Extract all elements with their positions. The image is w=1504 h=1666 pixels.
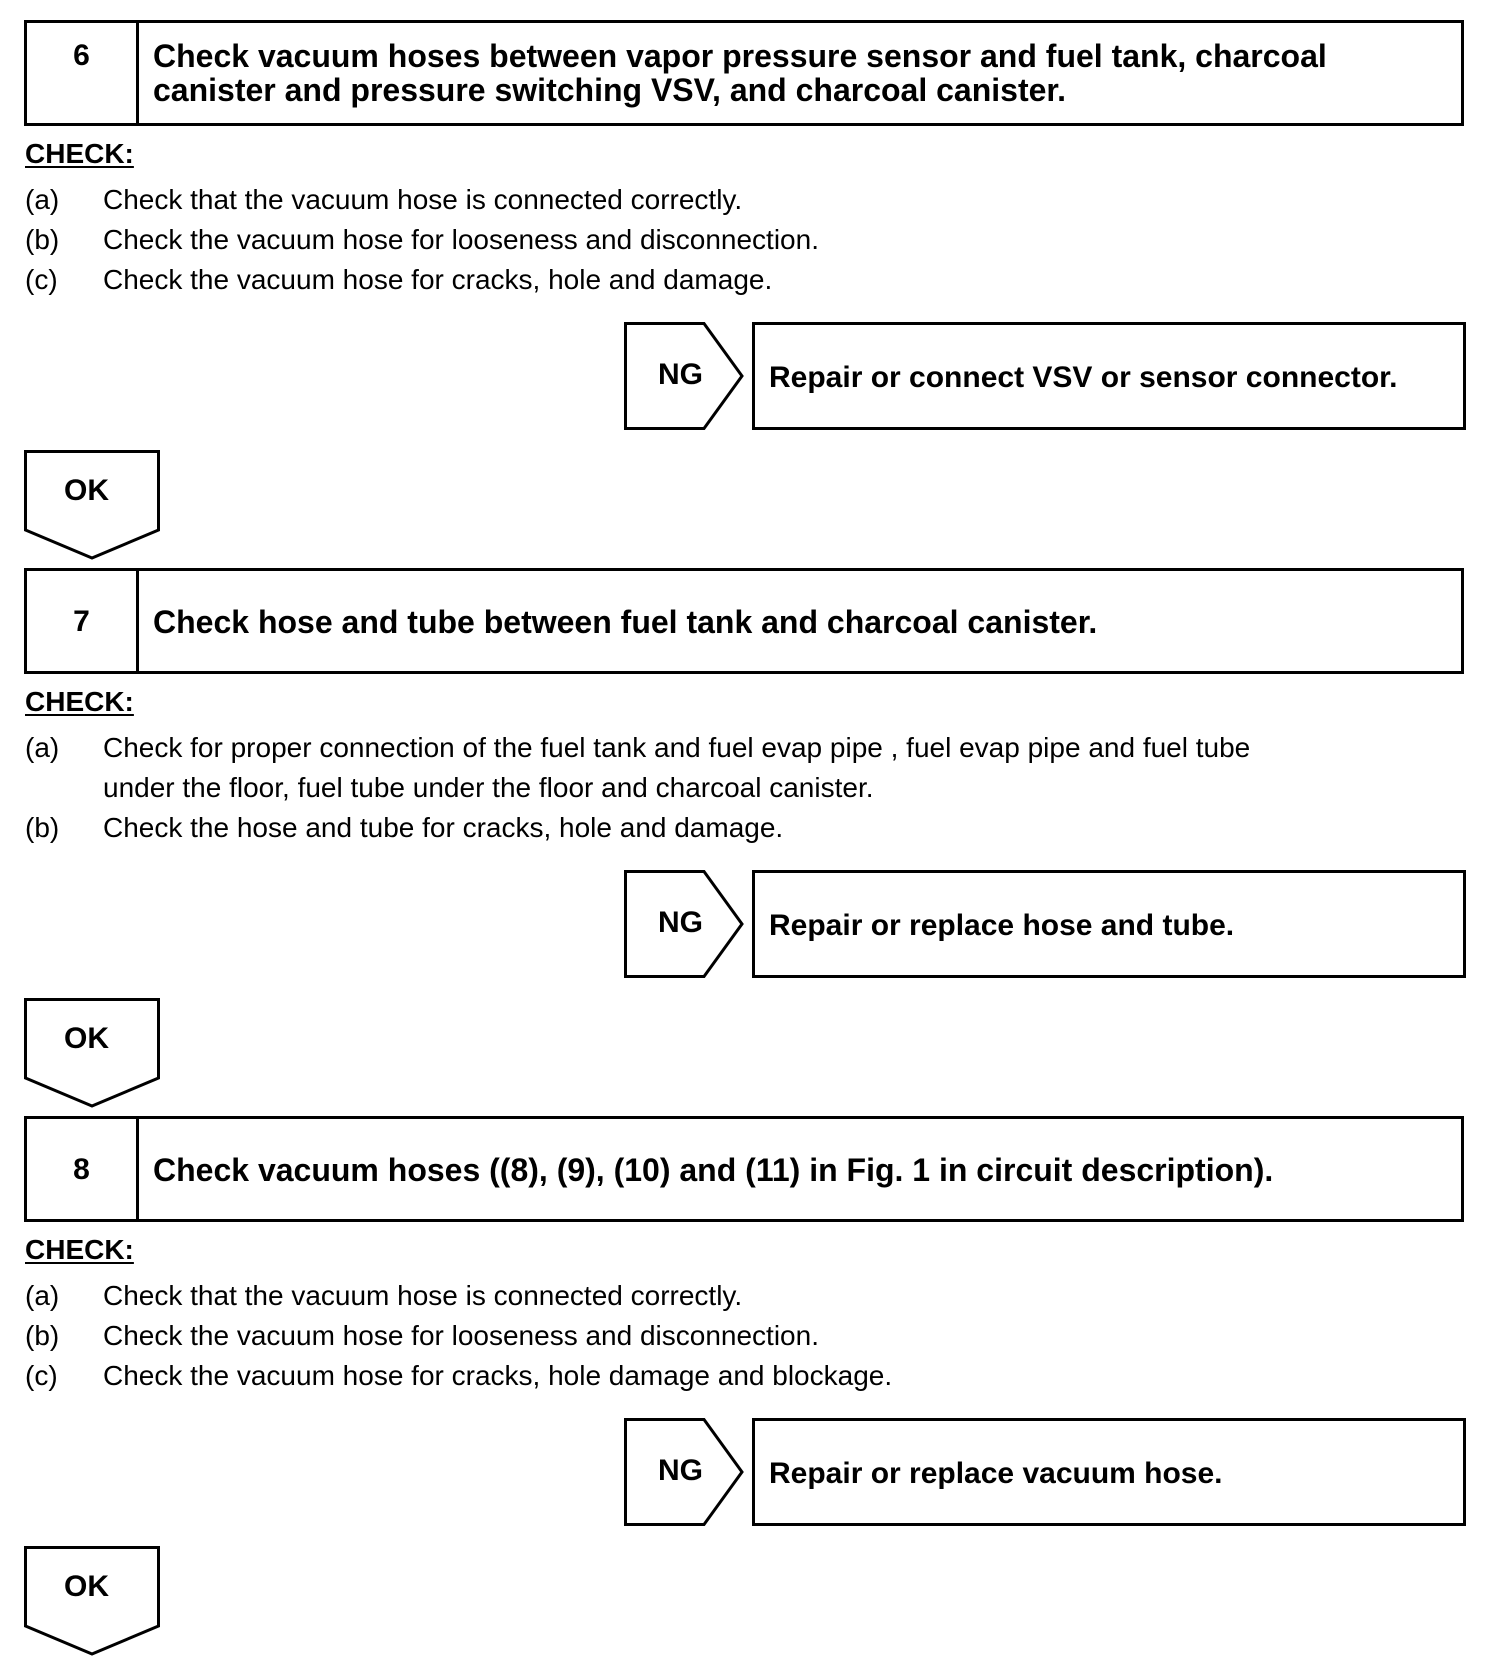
step-number: 6 <box>27 23 139 123</box>
step-title: Check vacuum hoses between vapor pressure sensor and fuel tank, charcoal canister and pressure switching VSV, and charcoal canister. <box>153 38 1327 108</box>
step-title: Check hose and tube between fuel tank and charcoal canister. <box>153 604 1098 640</box>
item-text: Check that the vacuum hose is connected correctly. <box>103 184 743 215</box>
item-letter: (c) <box>25 1360 58 1391</box>
ng-arrow <box>624 1418 750 1526</box>
ng-arrow <box>624 870 750 978</box>
check-item <box>25 1356 1253 1396</box>
ok-arrow <box>24 450 160 562</box>
step-header <box>24 1116 1464 1222</box>
ng-action-box: Repair or replace hose and tube. <box>752 870 1466 978</box>
check-item <box>25 220 1253 260</box>
check-item <box>25 1316 1253 1356</box>
ng-action-box: Repair or replace vacuum hose. <box>752 1418 1466 1526</box>
item-letter: (b) <box>25 224 60 255</box>
check-list <box>25 1276 1253 1396</box>
check-list <box>25 728 1253 848</box>
item-text: Check the vacuum hose for cracks, hole damage and blockage. <box>103 1360 893 1391</box>
step-6 <box>0 0 1504 540</box>
check-item <box>25 260 1253 300</box>
item-text: Check the hose and tube for cracks, hole and damage. <box>103 812 784 843</box>
step-header <box>24 20 1464 126</box>
ng-label: NG <box>658 906 703 939</box>
item-letter: (b) <box>25 812 60 843</box>
item-text: Check for proper connection of the fuel tank and fuel evap pipe , fuel evap pipe and fuel tube under the floor, fuel tube under the floor and charcoal canister. <box>103 732 1251 803</box>
item-letter: (a) <box>25 732 60 763</box>
check-item <box>25 1276 1253 1316</box>
item-letter: (a) <box>25 1280 60 1311</box>
item-letter: (a) <box>25 184 60 215</box>
step-number: 8 <box>27 1119 139 1219</box>
step-title: Check vacuum hoses ((8), (9), (10) and (11) in Fig. 1 in circuit description). <box>153 1152 1274 1188</box>
ok-label: OK <box>64 474 109 507</box>
ng-label: NG <box>658 358 703 391</box>
item-text: Check the vacuum hose for looseness and disconnection. <box>103 1320 819 1351</box>
ok-label: OK <box>64 1570 109 1603</box>
ok-label: OK <box>64 1022 109 1055</box>
check-item <box>25 728 1253 808</box>
step-number: 7 <box>27 571 139 671</box>
check-label: CHECK: <box>25 686 134 717</box>
item-text: Check the vacuum hose for cracks, hole and damage. <box>103 264 773 295</box>
check-list <box>25 180 1253 300</box>
ok-arrow <box>24 1546 160 1658</box>
item-text: Check the vacuum hose for looseness and disconnection. <box>103 224 819 255</box>
check-label: CHECK: <box>25 1234 134 1265</box>
ng-arrow <box>624 322 750 430</box>
ng-action-box: Repair or connect VSV or sensor connector. <box>752 322 1466 430</box>
item-letter: (b) <box>25 1320 60 1351</box>
item-text: Check that the vacuum hose is connected correctly. <box>103 1280 743 1311</box>
step-7 <box>0 548 1504 1088</box>
check-label: CHECK: <box>25 138 134 169</box>
step-8 <box>0 1096 1504 1636</box>
ok-arrow <box>24 998 160 1110</box>
item-letter: (c) <box>25 264 58 295</box>
check-item <box>25 180 1253 220</box>
ng-label: NG <box>658 1454 703 1487</box>
check-item <box>25 808 1253 848</box>
step-header <box>24 568 1464 674</box>
